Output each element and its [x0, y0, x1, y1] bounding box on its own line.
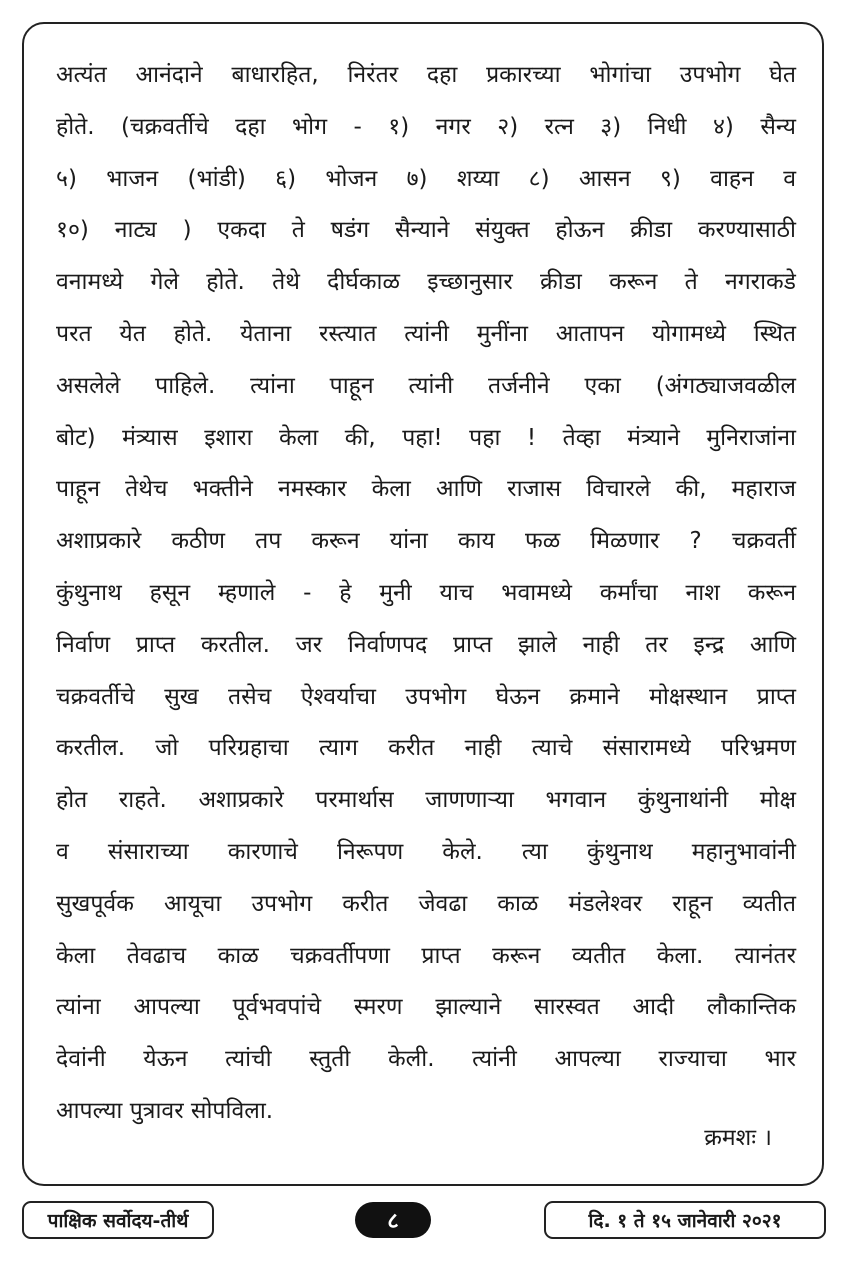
- text-line: असलेले पाहिले. त्यांना पाहून त्यांनी तर्जनीने एका (अंगठ्याजवळील: [56, 372, 796, 399]
- page-footer: [0, 1201, 850, 1241]
- text-line: पाहून तेथेच भक्तीने नमस्कार केला आणि राजास विचारले की, महाराज: [56, 476, 796, 503]
- text-line: निर्वाण प्राप्त करतील. जर निर्वाणपद प्राप्त झाले नाही तर इन्द्र आणि: [56, 631, 796, 658]
- text-line: परत येत होते. येताना रस्त्यात त्यांनी मुनींना आतापन योगामध्ये स्थित: [56, 320, 796, 347]
- text-line: १०) नाट्य ) एकदा ते षडंग सैन्याने संयुक्त होऊन क्रीडा करण्यासाठी: [56, 217, 796, 244]
- to-be-continued-note: क्रमशः ।: [704, 1125, 772, 1151]
- text-line: केला तेवढाच काळ चक्रवर्तीपणा प्राप्त करून व्यतीत केला. त्यानंतर: [56, 942, 796, 969]
- text-line: देवांनी येऊन त्यांची स्तुती केली. त्यांनी आपल्या राज्याचा भार: [56, 1046, 796, 1073]
- text-line: ५) भाजन (भांडी) ६) भोजन ७) शय्या ८) आसन ९) वाहन व: [56, 165, 796, 192]
- publication-name: पाक्षिक सर्वोदय-तीर्थ: [22, 1201, 214, 1239]
- text-line: होते. (चक्रवर्तीचे दहा भोग - १) नगर २) रत्न ३) निधी ४) सैन्य: [56, 113, 796, 140]
- text-line: अत्यंत आनंदाने बाधारहित, निरंतर दहा प्रकारच्या भोगांचा उपभोग घेत: [56, 62, 796, 88]
- text-line: बोट) मंत्र्यास इशारा केला की, पहा! पहा ! तेव्हा मंत्र्याने मुनिराजांना: [56, 424, 796, 451]
- text-line: करतील. जो परिग्रहाचा त्याग करीत नाही त्याचे संसारामध्ये परिभ्रमण: [56, 735, 796, 762]
- text-line: सुखपूर्वक आयूचा उपभोग करीत जेवढा काळ मंडलेश्वर राहून व्यतीत: [56, 890, 796, 917]
- page-number-badge: ८: [355, 1202, 431, 1238]
- issue-date: दि. १ ते १५ जानेवारी २०२१: [544, 1201, 826, 1239]
- text-line: वनामध्ये गेले होते. तेथे दीर्घकाळ इच्छानुसार क्रीडा करून ते नगराकडे: [56, 269, 796, 296]
- text-line: कुंथुनाथ हसून म्हणाले - हे मुनी याच भवामध्ये कर्मांचा नाश करून: [56, 579, 796, 606]
- text-line: व संसाराच्या कारणाचे निरूपण केले. त्या कुंथुनाथ महानुभावांनी: [56, 838, 796, 865]
- article-body: [56, 50, 796, 1138]
- text-line-last: आपल्या पुत्रावर सोपविला.: [56, 1097, 274, 1124]
- text-line: होत राहते. अशाप्रकारे परमार्थास जाणणाऱ्या भगवान कुंथुनाथांनी मोक्ष: [56, 787, 796, 814]
- text-line: अशाप्रकारे कठीण तप करून यांना काय फळ मिळणार ? चक्रवर्ती: [56, 528, 796, 555]
- text-line: त्यांना आपल्या पूर्वभवपांचे स्मरण झाल्याने सारस्वत आदी लौकान्तिक: [56, 994, 796, 1021]
- text-line: चक्रवर्तीचे सुख तसेच ऐश्वर्याचा उपभोग घेऊन क्रमाने मोक्षस्थान प्राप्त: [56, 683, 796, 710]
